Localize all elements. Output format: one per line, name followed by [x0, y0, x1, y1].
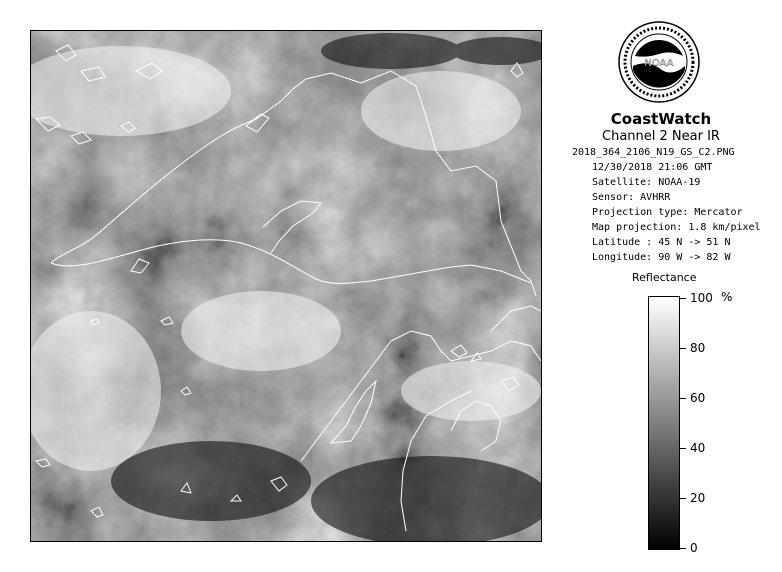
satellite: Satellite: NOAA-19 — [592, 177, 701, 188]
tick-label: 0 — [690, 541, 698, 555]
noaa-logo — [617, 20, 701, 104]
info-block — [572, 145, 735, 160]
tick-mark — [680, 448, 686, 449]
reflectance-colorbar — [648, 296, 680, 550]
tick-label: 40 — [690, 441, 706, 455]
legend-title: Reflectance — [632, 271, 697, 284]
logo-text: NOAA — [644, 58, 674, 69]
satellite-svg — [31, 31, 541, 541]
tick-mark — [680, 498, 686, 499]
tick-label: 20 — [690, 491, 706, 505]
tick-mark — [680, 298, 686, 299]
map-projection: Map projection: 1.8 km/pixel — [592, 222, 761, 233]
tick-label: 60 — [690, 391, 706, 405]
tick-mark — [680, 398, 686, 399]
legend-unit: % — [721, 290, 733, 304]
tick-label: 80 — [690, 341, 706, 355]
latitude: Latitude : 45 N -> 51 N — [592, 237, 731, 248]
projection-type: Projection type: Mercator — [592, 207, 743, 218]
tick-mark — [680, 548, 686, 549]
tick-mark — [680, 348, 686, 349]
brand-title: CoastWatch — [610, 110, 712, 128]
info-details — [592, 160, 761, 265]
channel-title: Channel 2 Near IR — [602, 129, 720, 144]
datetime: 12/30/2018 21:06 GMT — [592, 162, 713, 173]
tick-label: 100 — [690, 291, 713, 305]
satellite-image — [30, 30, 542, 542]
sensor: Sensor: AVHRR — [592, 192, 671, 203]
noaa-logo-svg — [617, 20, 701, 104]
filename: 2018_364_2106_N19_GS_C2.PNG — [572, 147, 735, 158]
longitude: Longitude: 90 W -> 82 W — [592, 252, 731, 263]
